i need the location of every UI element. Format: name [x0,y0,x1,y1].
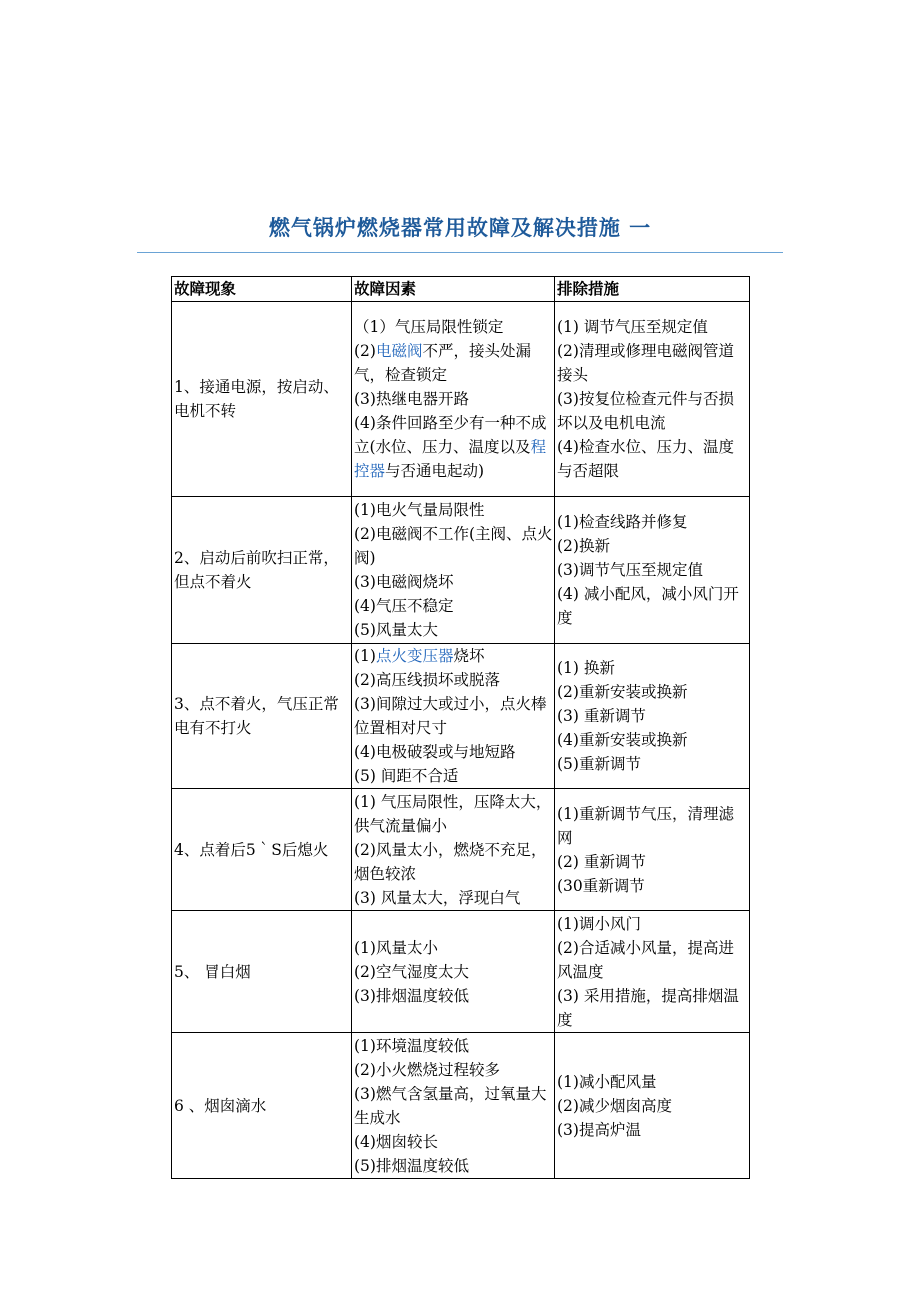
remedy-item: (3) 采用措施，提高排烟温度 [557,986,739,1029]
cause-item: (5)排烟温度较低 [354,1156,469,1175]
cause-item: (3) 风量太大，浮现白气 [354,888,521,907]
remedy-item: (1) 换新 [557,659,615,677]
remedy-item: (4) 减小配风，减小风门开度 [557,585,739,627]
header-cause: 故障因素 [352,277,555,302]
remedy-item: (3)按复位检查元件与否损坏以及电机电流 [557,390,734,432]
cause-item: (1) 气压局限性，压降太大，供气流量偏小 [354,792,552,835]
remedy-item: (2)减少烟囱高度 [557,1096,672,1115]
remedy-item: (3)提高炉温 [557,1120,641,1139]
remedy-item: (2)合适减小风量，提高进风温度 [557,938,734,981]
remedy-item: (5)重新调节 [557,755,641,773]
cause-cell [352,911,555,1033]
solenoid-valve-link[interactable]: 电磁阀 [375,342,423,360]
cause-item: (3)间隙过大或过小，点火棒位置相对尺寸 [354,695,547,737]
remedy-item: (30重新调节 [557,876,645,895]
cause-item: (4)气压不稳定 [354,597,454,615]
remedy-item: (2)清理或修理电磁阀管道接头 [557,342,734,384]
cause-item: (3)电磁阀烧坏 [354,573,454,591]
cause-item: (3)热继电器开路 [354,390,469,408]
remedy-item: (2)换新 [557,537,610,555]
remedy-item: (3)调节气压至规定值 [557,561,703,579]
remedy-item: (4)检查水位、压力、温度与否超限 [557,438,734,480]
page-title: 燃气锅炉燃烧器常用故障及解决措施 一 [268,216,652,240]
symptom-cell: 4、点着后5｀S后熄火 [172,789,352,911]
cause-item: (3)燃气含氢量高，过氧量大生成水 [354,1084,547,1127]
table-row [172,1033,750,1179]
cause-item: (4)烟囱较长 [354,1132,438,1151]
symptom-cell: 5、 冒白烟 [172,911,352,1033]
symptom-cell: 1、接通电源，按启动、电机不转 [172,302,352,497]
remedy-item: (2)重新安装或换新 [557,683,688,701]
symptom-cell: 3、点不着火，气压正常电有不打火 [172,644,352,789]
cause-item: (2)风量太小，燃烧不充足，烟色较浓 [354,840,547,883]
header-symptom: 故障现象 [172,277,352,302]
cause-item: (2)小火燃烧过程较多 [354,1060,500,1079]
symptom-cell: 2、启动后前吹扫正常，但点不着火 [172,497,352,644]
table-row [172,911,750,1033]
cause-item: (1)风量太小 [354,938,438,957]
remedy-item: (1)减小配风量 [557,1072,657,1091]
cause-cell [352,497,555,644]
remedy-cell [555,1033,750,1179]
cause-item: (1)环境温度较低 [354,1036,469,1055]
cause-item: (5)风量太大 [354,621,438,639]
cause-cell [352,302,555,497]
remedy-item: (1) 调节气压至规定值 [557,318,708,336]
remedy-item: (2) 重新调节 [557,852,646,871]
cause-cell [352,1033,555,1179]
remedy-item: (1)调小风门 [557,914,641,933]
table-row [172,644,750,789]
remedy-cell [555,302,750,497]
cause-item: (1)点火变压器烧坏 [354,647,485,665]
table-row [172,789,750,911]
table-row [172,497,750,644]
remedy-cell [555,644,750,789]
cause-cell [352,644,555,789]
remedy-item: (1)重新调节气压，清理滤网 [557,804,734,847]
cause-cell [352,789,555,911]
remedy-cell [555,911,750,1033]
symptom-cell: 6 、烟囱滴水 [172,1033,352,1179]
cause-item: (1)电火气量局限性 [354,501,485,519]
cause-item: (2)高压线损坏或脱落 [354,671,500,689]
cause-item: (2)电磁阀不工作(主阀、点火阀) [354,525,553,567]
remedy-cell [555,789,750,911]
header-remedy: 排除措施 [555,277,750,302]
cause-item: (5) 间距不合适 [354,767,459,785]
table-header-row [172,277,750,302]
program-controller-link[interactable]: 程控器 [354,438,547,480]
cause-item: (4)电极破裂或与地短路 [354,743,516,761]
ignition-transformer-link[interactable]: 点火变压器 [375,647,454,665]
cause-item: (3)排烟温度较低 [354,986,469,1005]
remedy-item: (1)检查线路并修复 [557,513,688,531]
remedy-cell [555,497,750,644]
cause-item: (2)空气湿度太大 [354,962,469,981]
title-divider [137,252,783,253]
remedy-item: (4)重新安装或换新 [557,731,688,749]
table-row [172,302,750,497]
cause-item: (4)条件回路至少有一种不成立(水位、压力、温度以及程控器与否通电起动) [354,414,547,480]
cause-item: (2)电磁阀不严，接头处漏气，检查锁定 [354,342,531,384]
cause-item: （1）气压局限性锁定 [354,318,504,336]
fault-table [171,276,750,1179]
remedy-item: (3) 重新调节 [557,707,646,725]
